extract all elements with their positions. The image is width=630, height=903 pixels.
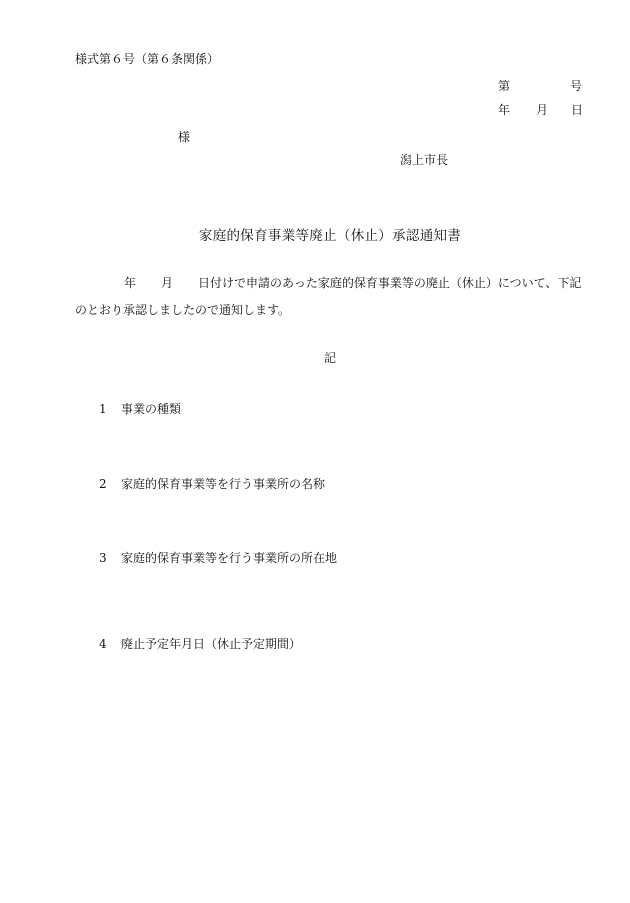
item-number: 3	[99, 551, 107, 565]
item-number: 2	[99, 477, 107, 491]
document-title: 家庭的保育事業等廃止（休止）承認通知書	[198, 228, 462, 244]
item-label: 家庭的保育事業等を行う事業所の名称	[121, 477, 326, 491]
item-number: 4	[99, 637, 107, 651]
item-label: 事業の種類	[121, 402, 182, 416]
body-month-label: 月	[161, 276, 174, 290]
body-text: 日付けで申請のあった家庭的保育事業等の廃止（休止）について、下記	[198, 276, 582, 290]
date-year-label: 年	[498, 103, 511, 117]
body-year-label: 年	[124, 276, 137, 290]
document-number-suffix: 号	[570, 79, 583, 93]
list-item	[99, 401, 181, 417]
item-label: 廃止予定年月日（休止予定期間）	[121, 637, 302, 651]
date-day-label: 日	[571, 103, 584, 117]
list-item	[99, 550, 337, 566]
body-paragraph-line-2: のとおり承認しましたので通知します。	[75, 303, 291, 317]
item-number: 1	[99, 402, 107, 416]
issuer-name: 潟上市長	[400, 153, 449, 167]
document-number-prefix: 第	[498, 79, 511, 93]
addressee-honorific: 様	[178, 130, 191, 144]
form-number: 様式第６号（第６条関係）	[75, 52, 220, 66]
list-item	[99, 636, 301, 652]
item-label: 家庭的保育事業等を行う事業所の所在地	[121, 551, 338, 565]
date-month-label: 月	[536, 103, 549, 117]
list-item	[99, 476, 325, 492]
ki-heading: 記	[323, 351, 336, 365]
